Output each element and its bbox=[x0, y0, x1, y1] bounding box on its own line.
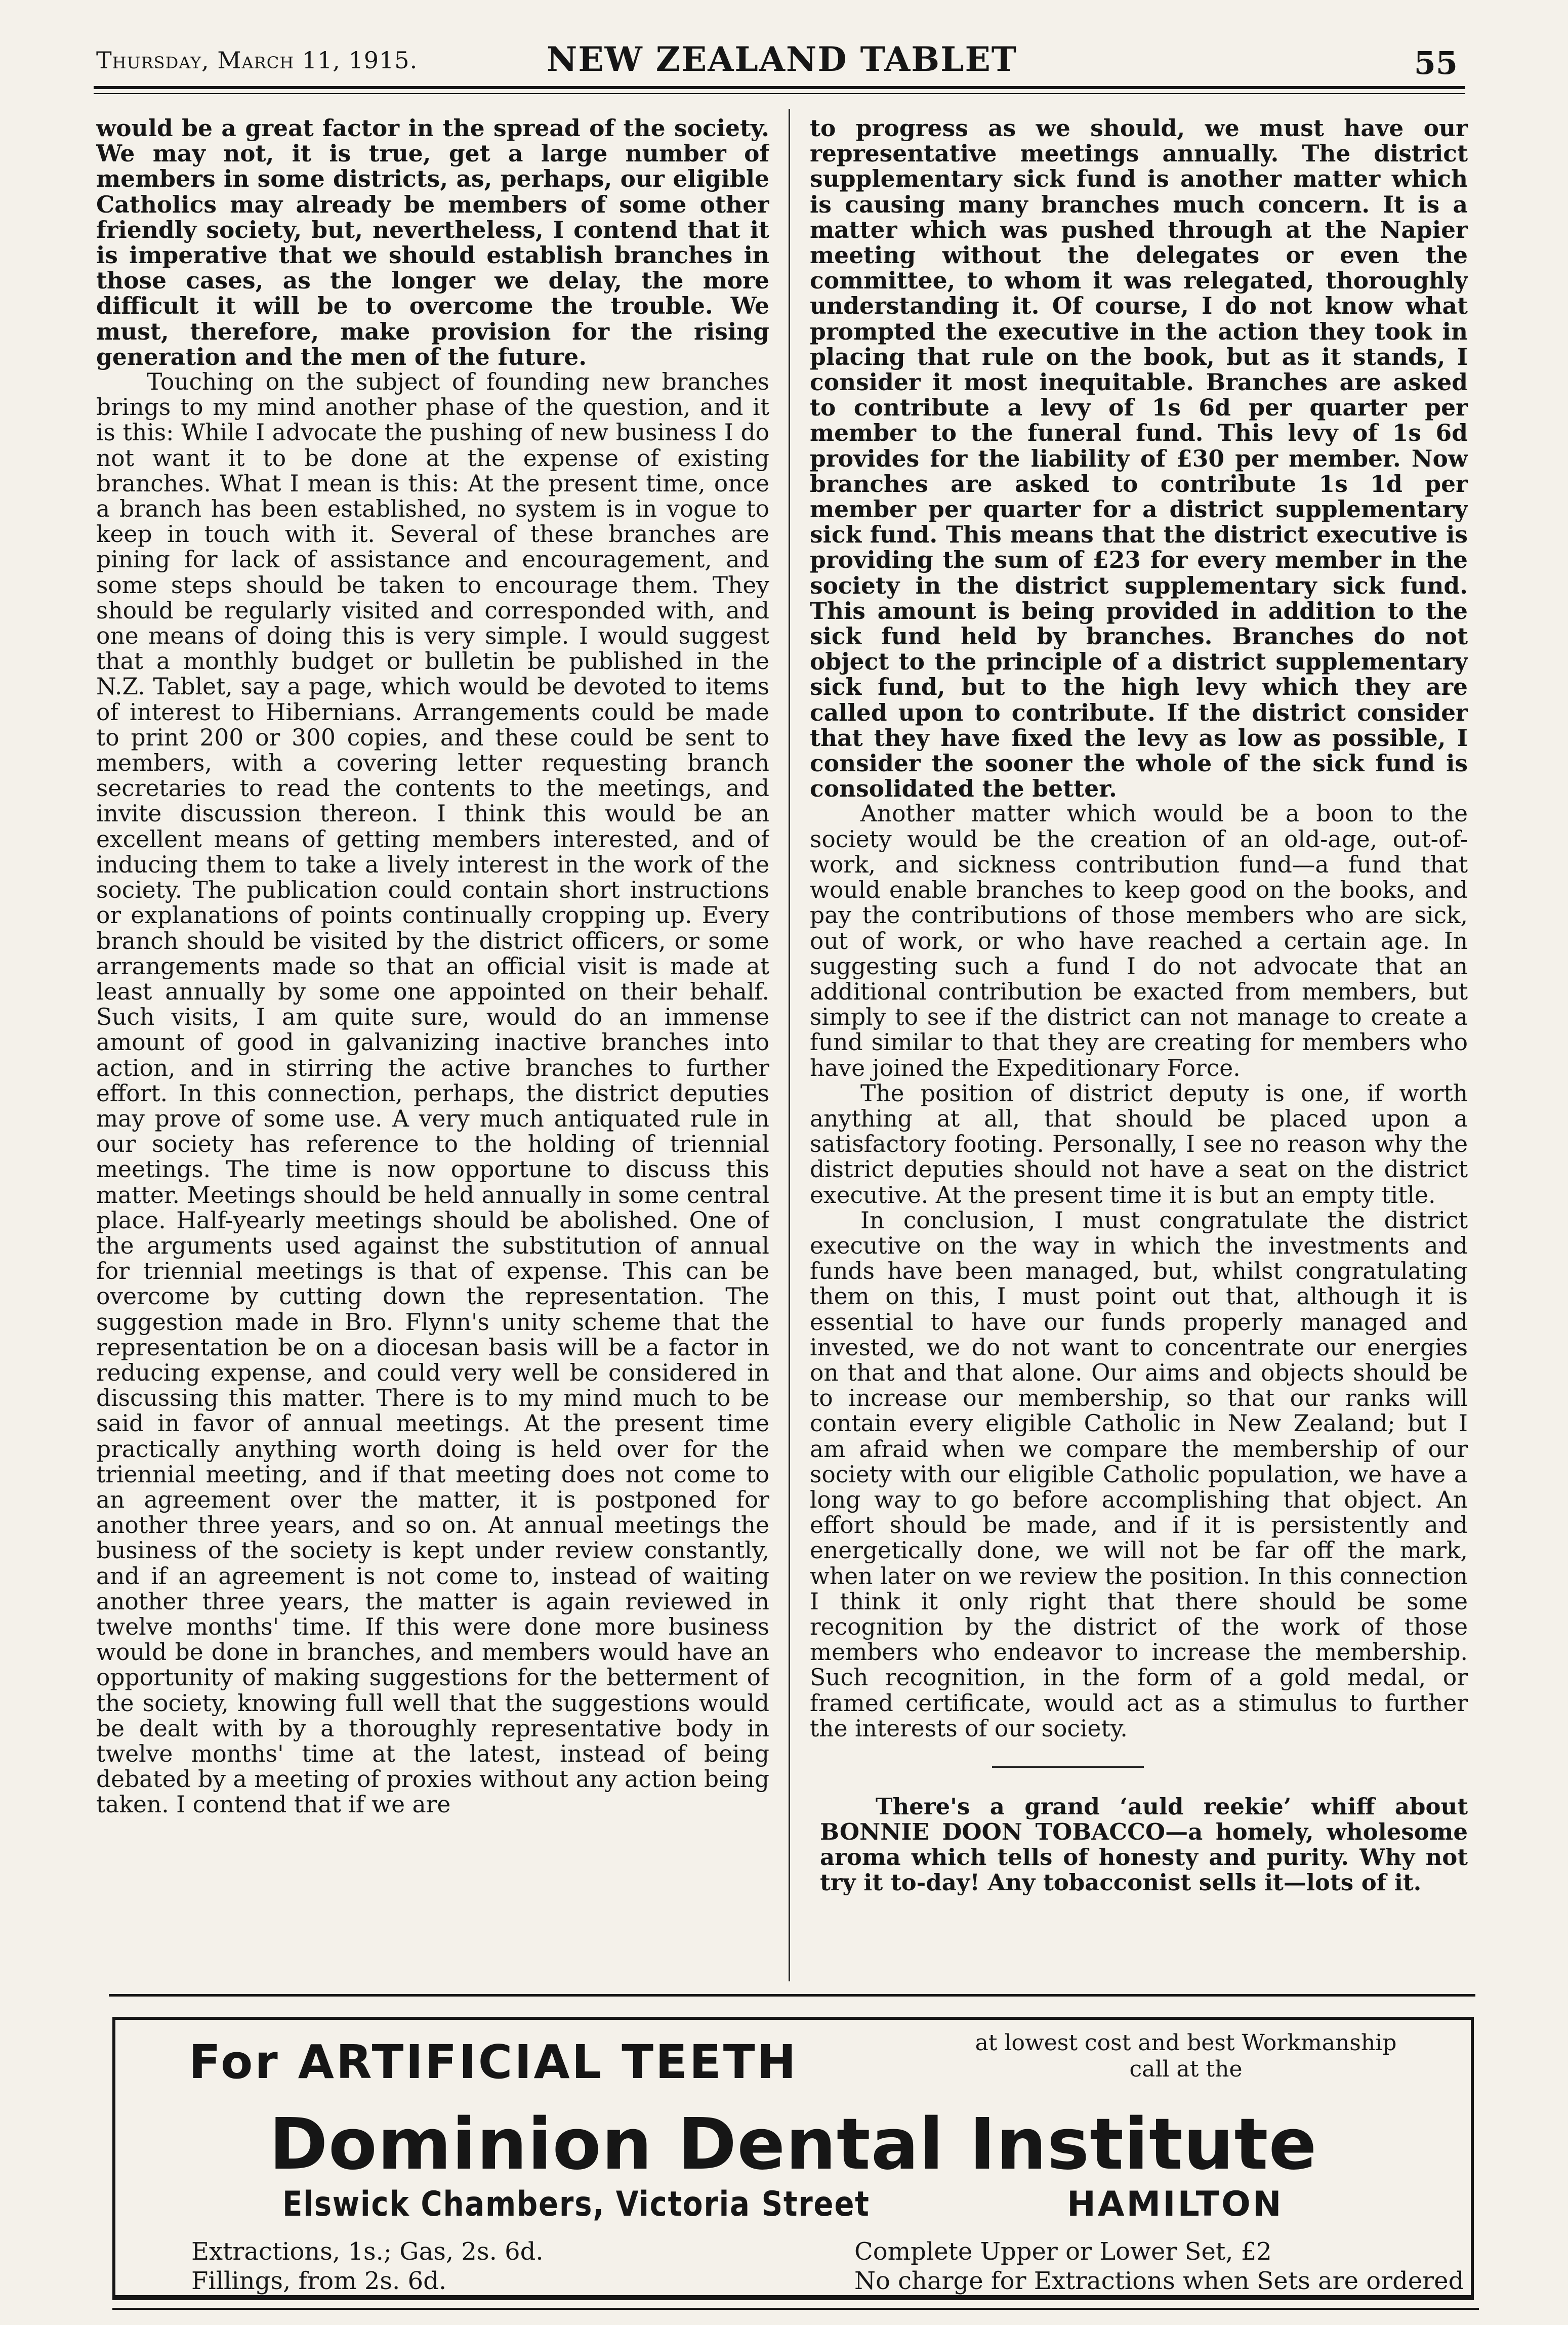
publication-title: NEW ZEALAND TABLET bbox=[547, 39, 1017, 79]
dental-advertisement bbox=[112, 2017, 1474, 2300]
ad-no-charge: No charge for Extractions when Sets are ordered bbox=[854, 2267, 1464, 2295]
issue-date: Thursday, March 11, 1915. bbox=[96, 47, 418, 74]
ad-lowest-cost bbox=[958, 2030, 1414, 2083]
ad-call-at: call at the bbox=[1129, 2056, 1243, 2082]
left-paragraph-1: would be a great factor in the spread of the society. We may not, it is true, get a large number of members in some districts, as, perhaps, our eligible Catholics may already be members of some other friendly society, but, nevertheless, I contend that it is imperative that we should establish branches in those cases, as the longer we delay, the more difficult it will be to overcome the trouble. We must, therefore, make provision for the rising generation and the men of the future. bbox=[96, 115, 769, 370]
ad-extractions-price: Extractions, 1s.; Gas, 2s. 6d. bbox=[191, 2237, 544, 2266]
right-paragraph-1: to progress as we should, we must have our representative meetings annually. The district supplementary sick fund is another matter which is causing many branches much concern. It is a matter which was pushed through at the Napier meeting without the delegates or even the committee, to whom it was relegated, thoroughly understanding it. Of course, I do not know what prompted the executive in the action they took in placing that rule on the book, but as it stands, I consider it most inequitable. Branches are asked to contribute a levy of 1s 6d per quarter per member to the funeral fund. This levy of 1s 6d provides for the liability of £30 per member. Now branches are asked to contribute 1s 1d per member per quarter for a district supplementary sick fund. This means that the district executive is providing the sum of £23 for every member in the society in the district supplementary sick fund. This amount is being provided in addition to the sick fund held by branches. Branches do not object to the principle of a district supplementary sick fund, but to the high levy which they are called upon to contribute. If the district consider that they have fixed the levy as low as possible, I consider the sooner the whole of the sick fund is consolidated the better. bbox=[810, 115, 1468, 803]
header-rule-thin bbox=[94, 93, 1465, 94]
advert-bottom-rule bbox=[112, 2308, 1479, 2310]
ad-city: HAMILTON bbox=[1067, 2184, 1284, 2224]
left-paragraph-2: Touching on the subject of founding new branches brings to my mind another phase of the question, and it is this: While I advocate the pushing of new business I do not want it to be done at the expense of existing branches. What I mean is this: At the present time, once a branch has been established, no system is in vogue to keep in touch with it. Several of these branches are pining for lack of assistance and encouragement, and some steps should be taken to encourage them. They should be regularly visited and corresponded with, and one means of doing this is very simple. I would suggest that a monthly budget or bulletin be published in the N.Z. Tablet, say a page, which would be devoted to items of interest to Hibernians. Arrangements could be made to print 200 or 300 copies, and these could be sent to members, with a covering letter requesting branch secretaries to read the contents to the meetings, and invite discussion thereon. I think this would be an excellent means of getting members interested, and of inducing them to take a lively interest in the work of the society. The publication could contain short instructions or explanations of points continually cropping up. Every branch should be visited by the district officers, or some arrangements made so that an official visit is made at least annually by some one appointed on their behalf. Such visits, I am quite sure, would do an immense amount of good in galvanizing inactive branches into action, and in stirring the active branches to further effort. In this connection, perhaps, the district deputies may prove of some use. A very much antiquated rule in our society has reference to the holding of triennial meetings. The time is now opportune to discuss this matter. Meetings should be held annually in some central place. Half-yearly meetings should be abolished. One of the arguments used against the substitution of annual for triennial meetings is that of expense. This can be overcome by cutting down the representation. The suggestion made in Bro. Flynn's unity scheme that the representation be on a diocesan basis will be a factor in reducing expense, and could very well be considered in discussing this matter. There is to my mind much to be said in favor of annual meetings. At the present time practically anything worth doing is held over for the triennial meeting, and if that meeting does not come to an agreement over the matter, it is postponed for another three years, and so on. At annual meetings the business of the society is kept under review constantly, and if an agreement is not come to, instead of waiting another three years, the matter is again reviewed in twelve months' time. If this were done more business would be done in branches, and members would have an opportunity of making suggestions for the betterment of the society, knowing full well that the suggestions would be dealt with by a thoroughly representative body in twelve months' time at the latest, instead of being debated by a meeting of proxies without any action being taken. I contend that if we are bbox=[96, 368, 769, 1818]
ad-address: Elswick Chambers, Victoria Street bbox=[282, 2184, 870, 2224]
page-number: 55 bbox=[1414, 45, 1458, 81]
ad-complete-set-price: Complete Upper or Lower Set, £2 bbox=[854, 2237, 1272, 2266]
ad-headline: For ARTIFICIAL TEETH bbox=[189, 2035, 798, 2089]
tobacco-notice-text: There's a grand ‘auld reekie’ whiff about BONNIE DOON TOBACCO—a homely, wholesome aroma which tells of honesty and purity. Why not try it to-day! Any tobacconist sells it—lots of it. bbox=[820, 1793, 1468, 1896]
column-divider bbox=[789, 109, 790, 1981]
advert-top-rule bbox=[109, 1994, 1475, 1997]
page-header bbox=[96, 39, 1463, 90]
article-end-rule bbox=[992, 1766, 1144, 1768]
right-column bbox=[810, 115, 1468, 1978]
ad-lowest-cost-line: at lowest cost and best Workmanship bbox=[975, 2030, 1397, 2056]
header-rule-thick bbox=[94, 86, 1465, 89]
tobacco-notice bbox=[820, 1794, 1468, 1895]
right-paragraph-4: In conclusion, I must congratulate the district executive on the way in which the investments and funds have been managed, but, whilst congratulating them on this, I must point out that, although it is essential to have our funds properly managed and invested, we do not want to concentrate our energies on that and that alone. Our aims and objects should be to increase our membership, so that our ranks will contain every eligible Catholic in New Zealand; but I am afraid when we compare the membership of our society with our eligible Catholic population, we have a long way to go before accomplishing that object. An effort should be made, and if it is persistently and energetically done, we will not be far off the mark, when later on we review the position. In this connection I think it only right that there should be some recognition by the district of the work of those members who endeavor to increase the membership. Such recognition, in the form of a gold medal, or framed certificate, would act as a stimulus to further the interests of our society. bbox=[810, 1207, 1468, 1742]
left-column bbox=[96, 115, 769, 1958]
ad-fillings-price: Fillings, from 2s. 6d. bbox=[191, 2267, 447, 2295]
right-paragraph-2: Another matter which would be a boon to the society would be the creation of an old-age, out-of-work, and sickness contribution fund—a fund that would enable branches to keep good on the books, and pay the contributions of those members who are sick, out of work, or who have reached a certain age. In suggesting such a fund I do not advocate that an additional contribution be exacted from members, but simply to see if the district can not manage to create a fund similar to that they are creating for members who have joined the Expeditionary Force. bbox=[810, 800, 1468, 1082]
ad-institute-name: Dominion Dental Institute bbox=[269, 2103, 1317, 2186]
right-paragraph-3: The position of district deputy is one, if worth anything at all, that should be placed upon a satisfactory footing. Personally, I see no reason why the district deputies should not have a seat on the district executive. At the present time it is but an empty title. bbox=[810, 1080, 1468, 1209]
